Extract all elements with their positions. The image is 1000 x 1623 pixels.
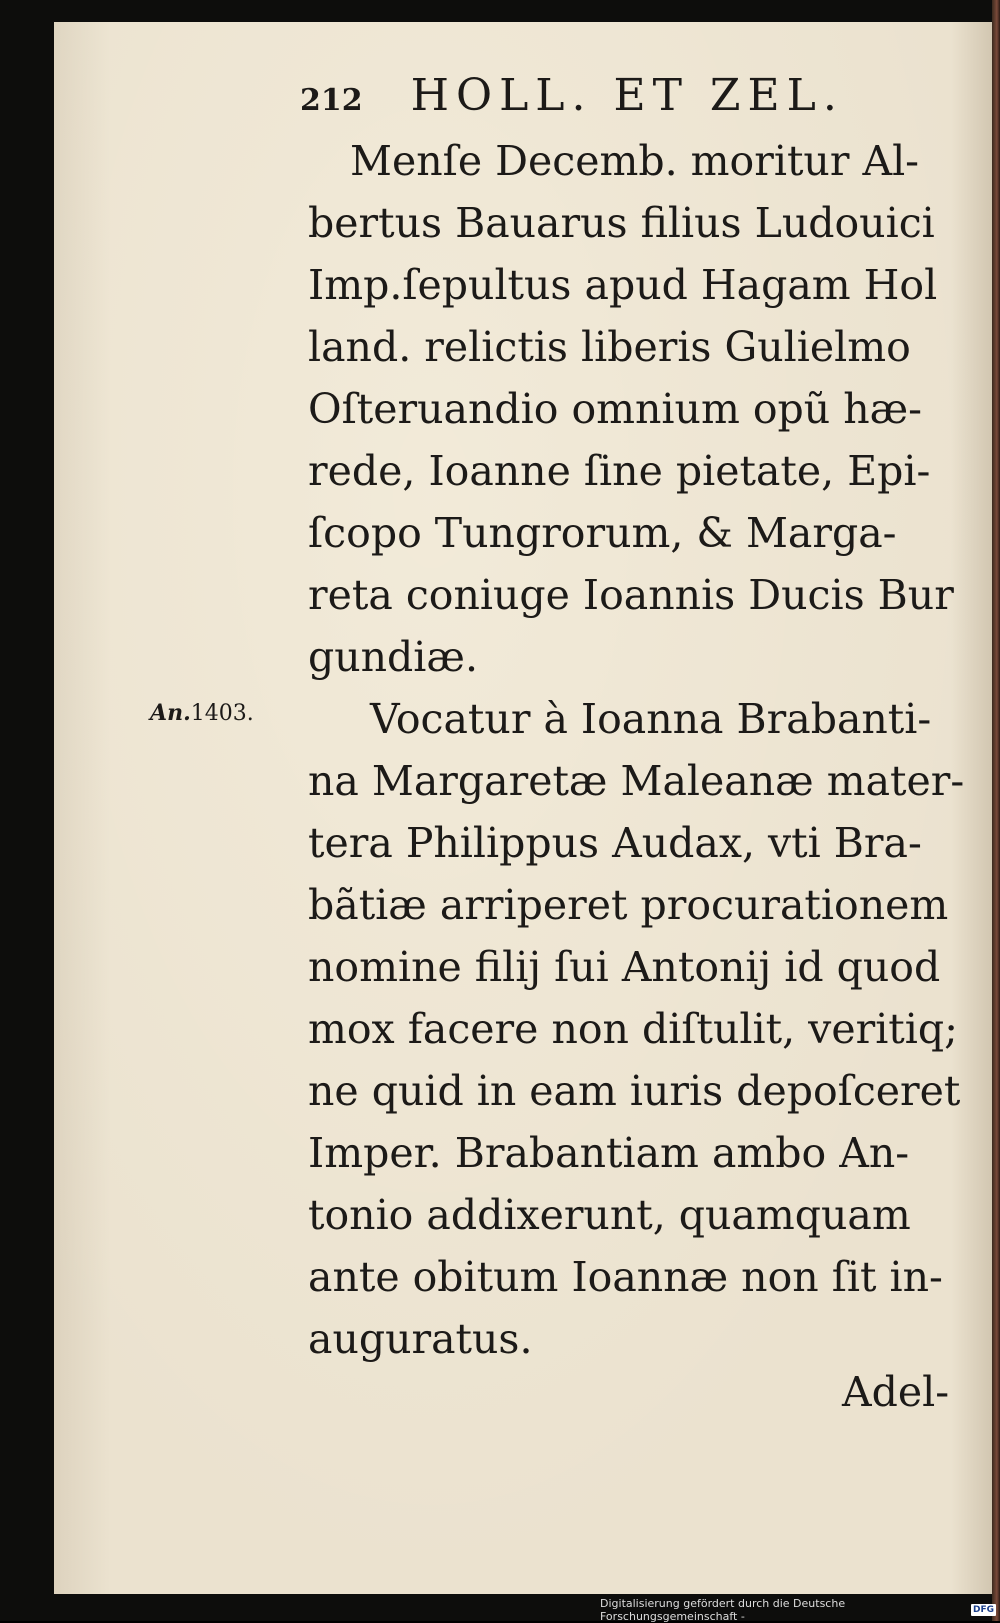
body-line: tera Philippus Audax, vti Bra- bbox=[308, 819, 922, 867]
page-number: 212 bbox=[300, 83, 363, 118]
marginal-year-note bbox=[150, 700, 254, 726]
body-line: bãtiæ arriperet procurationem bbox=[308, 881, 949, 929]
body-line: ante obitum Ioannæ non ſit in- bbox=[308, 1253, 943, 1301]
body-line: auguratus. bbox=[308, 1315, 533, 1363]
body-line: nomine filij ſui Antonij id quod bbox=[308, 943, 941, 991]
body-line: Vocatur à Ioanna Brabanti- bbox=[370, 695, 932, 743]
body-line: Oſteruandio omnium opũ hæ- bbox=[308, 385, 923, 433]
body-line: mox facere non diſtulit, veritiq; bbox=[308, 1005, 958, 1053]
digitization-credit bbox=[600, 1597, 996, 1623]
body-line: tonio addixerunt, quamquam bbox=[308, 1191, 911, 1239]
marginal-note-prefix: An. bbox=[150, 700, 191, 726]
body-line: Imper. Brabantiam ambo An- bbox=[308, 1129, 910, 1177]
body-line: land. relictis liberis Gulielmo bbox=[308, 323, 911, 371]
body-line: reta coniuge Ioannis Ducis Bur bbox=[308, 571, 954, 619]
body-line: Menſe Decemb. moritur Al- bbox=[350, 137, 920, 185]
body-line: ne quid in eam iuris depoſceret bbox=[308, 1067, 961, 1115]
body-line: ſcopo Tungrorum, & Marga- bbox=[308, 509, 897, 557]
credit-text: Digitalisierung gefördert durch die Deutsche Forschungsgemeinschaft - bbox=[600, 1597, 846, 1623]
catchword: Adel- bbox=[842, 1368, 950, 1416]
marginal-note-year: 1403. bbox=[190, 701, 254, 726]
body-line: na Margaretæ Maleanæ mater- bbox=[308, 757, 965, 805]
running-head: HOLL. ET ZEL. bbox=[410, 70, 844, 121]
dfg-logo-icon: DFG bbox=[972, 1605, 994, 1615]
page-header bbox=[300, 70, 860, 130]
book-binding-edge bbox=[992, 0, 1000, 1621]
body-line: Imp.ſepultus apud Hagam Hol bbox=[308, 261, 938, 309]
body-line: rede, Ioanne ſine pietate, Epi- bbox=[308, 447, 931, 495]
body-line: bertus Bauarus filius Ludouici bbox=[308, 199, 935, 247]
body-line: gundiæ. bbox=[308, 633, 478, 681]
